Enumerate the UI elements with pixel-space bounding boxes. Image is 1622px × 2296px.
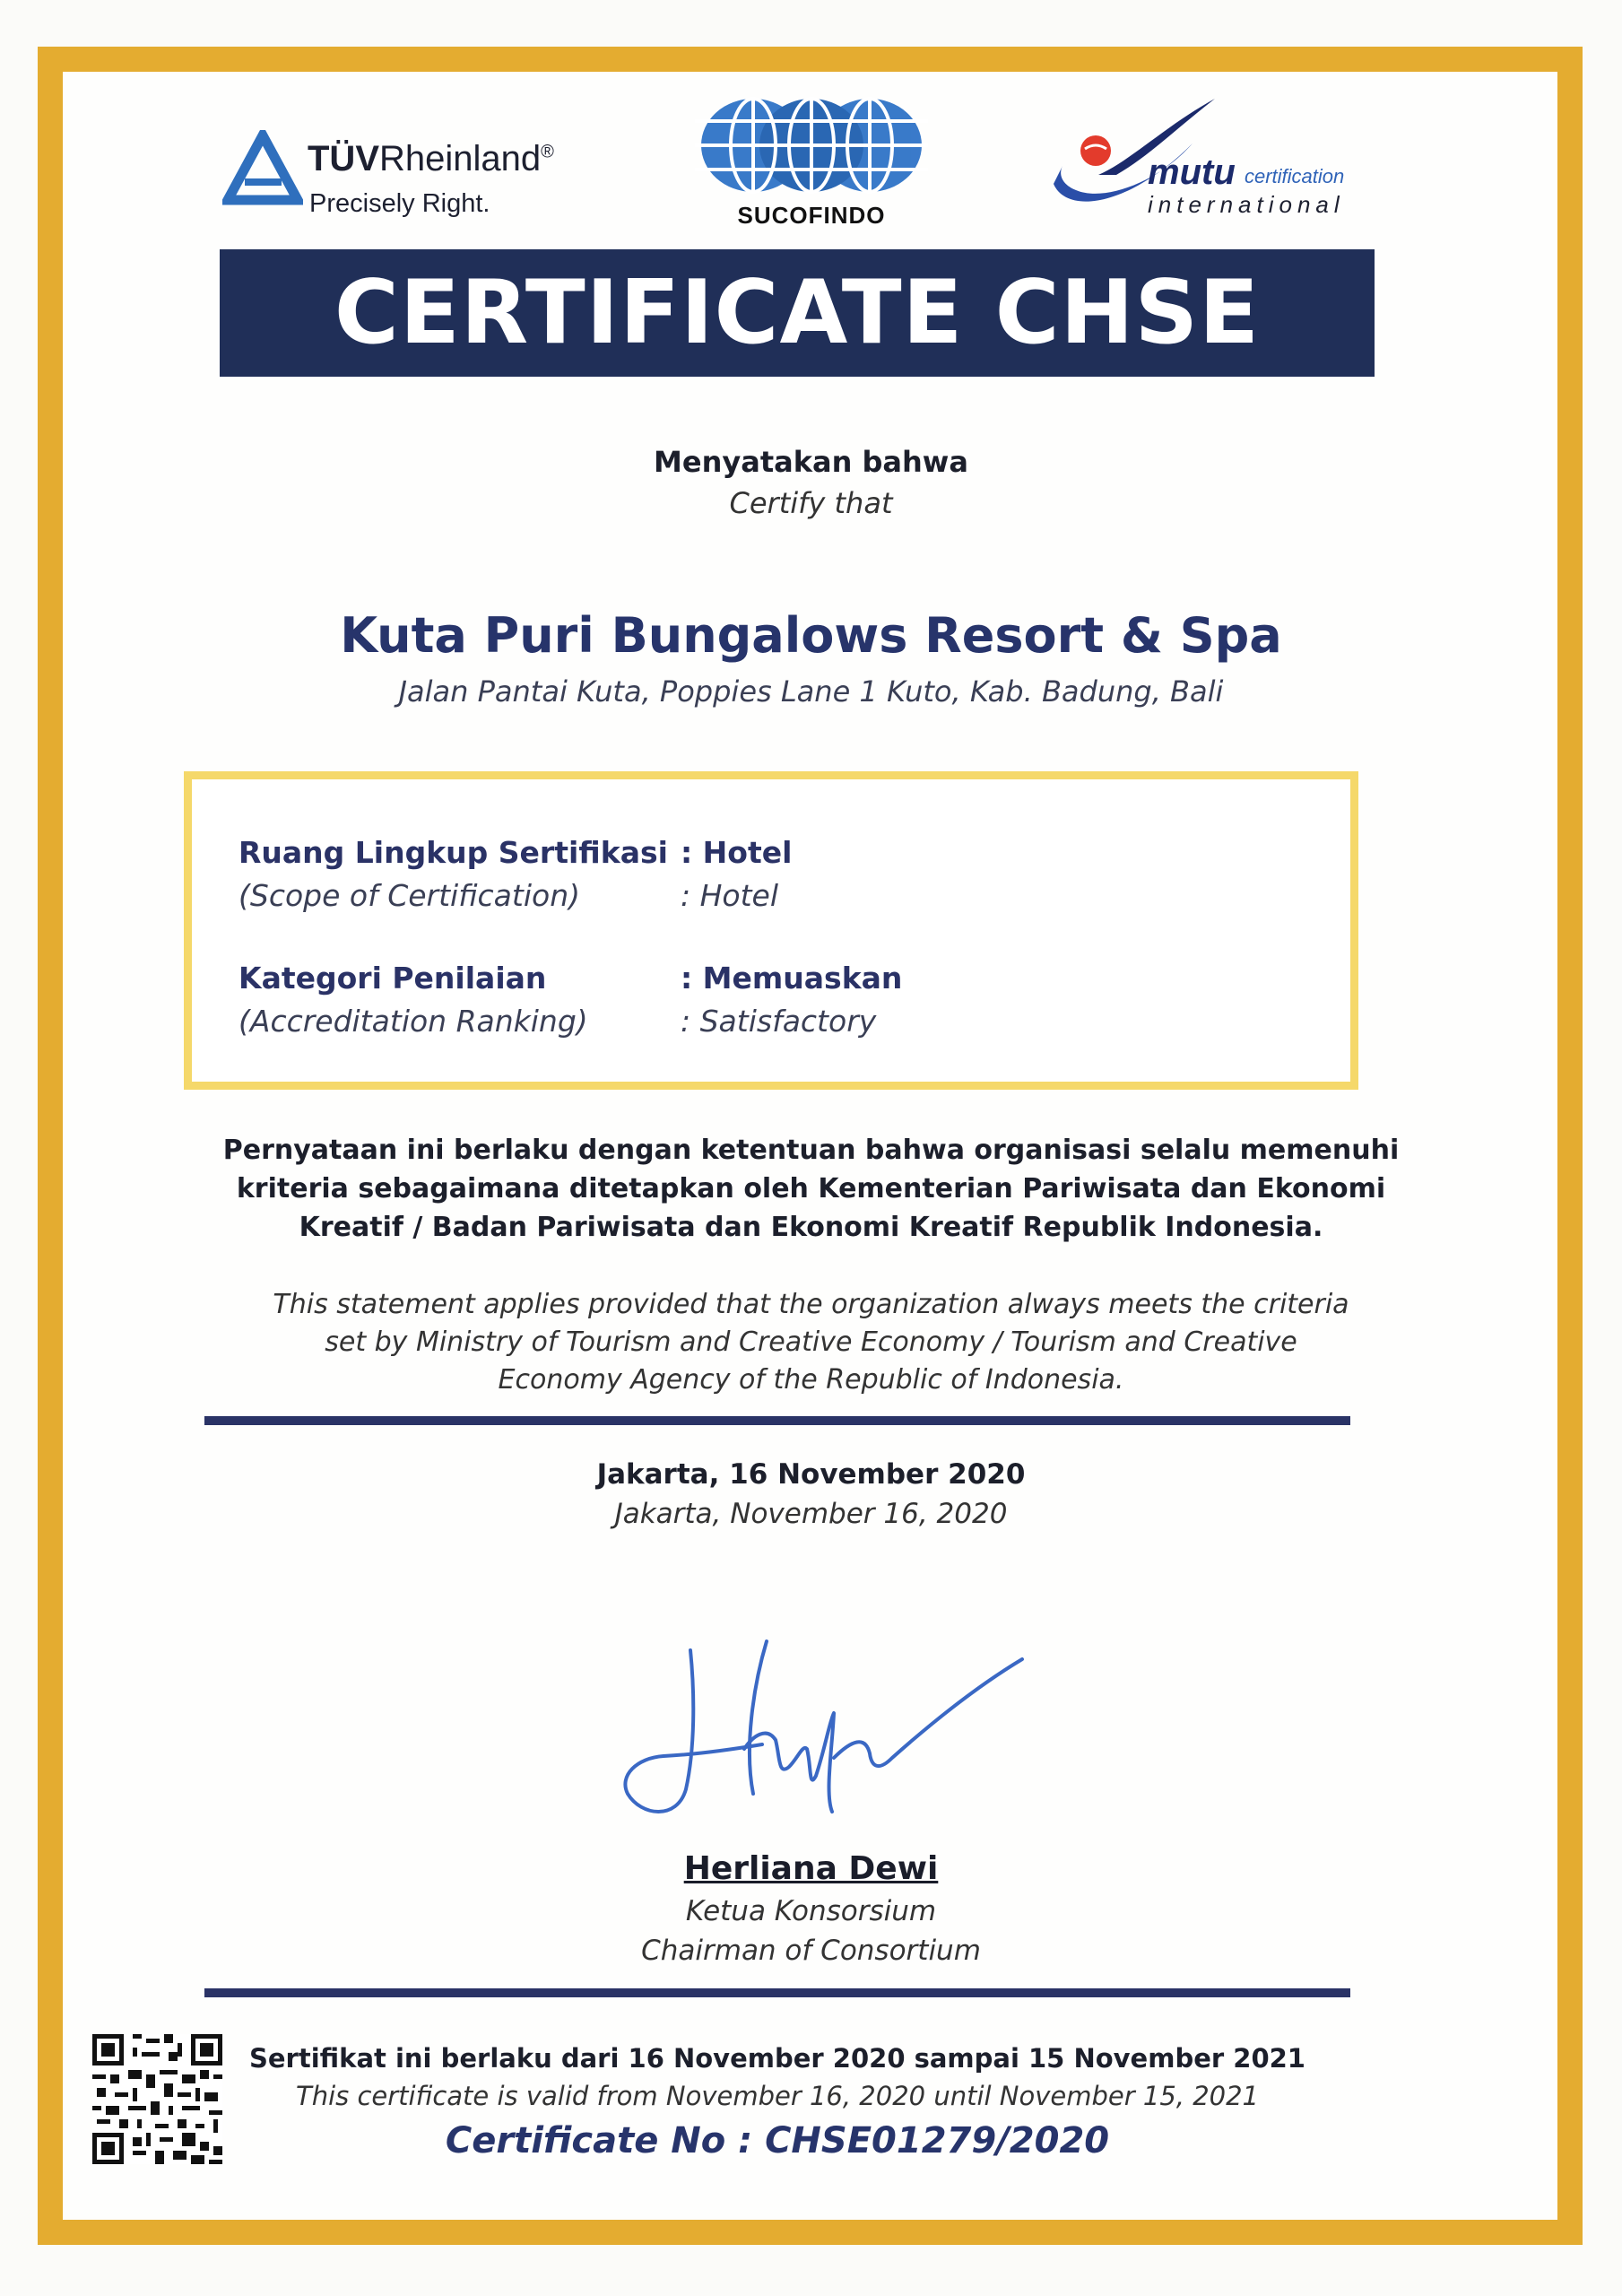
sucofindo-logo: [690, 94, 932, 238]
holder-name: Kuta Puri Bungalows Resort & Spa: [340, 607, 1282, 664]
validity-en: This certificate is valid from November 16, 2020 until November 15, 2021: [295, 2081, 1260, 2111]
certificate-number: Certificate No : CHSE01279/2020: [445, 2120, 1110, 2161]
place-date-id: Jakarta, 16 November 2020: [596, 1458, 1026, 1491]
rank-label-id: Kategori Penilaian: [239, 961, 547, 996]
statement-en-line-1: This statement applies provided that the organization always meets the criteria: [273, 1289, 1349, 1320]
tuv-rheinland-logo: [222, 121, 635, 229]
scope-label-en: (Scope of Certification): [239, 878, 580, 913]
signature-image: [610, 1623, 1031, 1839]
rank-value-id: : Memuaskan: [681, 961, 903, 996]
scope-value-en: : Hotel: [681, 878, 779, 913]
divider-rule-bottom: [204, 1988, 1350, 1997]
sucofindo-name: SUCOFINDO: [737, 202, 886, 229]
holder-address: Jalan Pantai Kuta, Poppies Lane 1 Kuto, Kab. Badung, Bali: [398, 674, 1224, 709]
mutu-certification: certification: [1245, 165, 1345, 187]
sucofindo-globes-logo: [690, 94, 932, 197]
divider-rule-top: [204, 1416, 1350, 1425]
tuv-triangle-logo: [222, 130, 303, 211]
statement-en-line-3: Economy Agency of the Republic of Indonesia.: [498, 1364, 1124, 1396]
tuv-tagline: Precisely Right.: [309, 189, 490, 218]
place-date-en: Jakarta, November 16, 2020: [614, 1498, 1008, 1530]
certificate-title-banner: [220, 249, 1375, 377]
rank-label-en: (Accreditation Ranking): [239, 1004, 588, 1039]
scope-box: [184, 771, 1358, 1090]
intro-en: Certify that: [729, 486, 893, 520]
statement-id-line-1: Pernyataan ini berlaku dengan ketentuan bahwa organisasi selalu memenuhi: [222, 1135, 1400, 1166]
validity-id: Sertifikat ini berlaku dari 16 November 2020 sampai 15 November 2021: [249, 2043, 1305, 2074]
mutu-name: mutu: [1148, 152, 1236, 192]
qr-code-icon[interactable]: [92, 2034, 222, 2164]
rank-value-en: : Satisfactory: [681, 1004, 877, 1039]
mutu-logo: [1049, 90, 1390, 224]
signatory-title-id: Ketua Konsorsium: [685, 1895, 937, 1927]
signatory-name: Herliana Dewi: [683, 1850, 939, 1887]
statement-id-line-3: Kreatif / Badan Pariwisata dan Ekonomi Kreatif Republik Indonesia.: [299, 1212, 1323, 1243]
certificate-title: CERTIFICATE CHSE: [334, 262, 1261, 364]
scope-label-id: Ruang Lingkup Sertifikasi: [239, 835, 668, 870]
tuv-brand-name: TÜVRheinland®: [308, 139, 554, 178]
signatory-title-en: Chairman of Consortium: [641, 1935, 981, 1967]
statement-id-line-2: kriteria sebagaimana ditetapkan oleh Kementerian Pariwisata dan Ekonomi: [236, 1173, 1386, 1205]
scope-value-id: : Hotel: [681, 835, 793, 870]
statement-en-line-2: set by Ministry of Tourism and Creative Economy / Tourism and Creative: [325, 1326, 1297, 1358]
mutu-international: international: [1148, 191, 1345, 218]
intro-id: Menyatakan bahwa: [654, 445, 968, 479]
